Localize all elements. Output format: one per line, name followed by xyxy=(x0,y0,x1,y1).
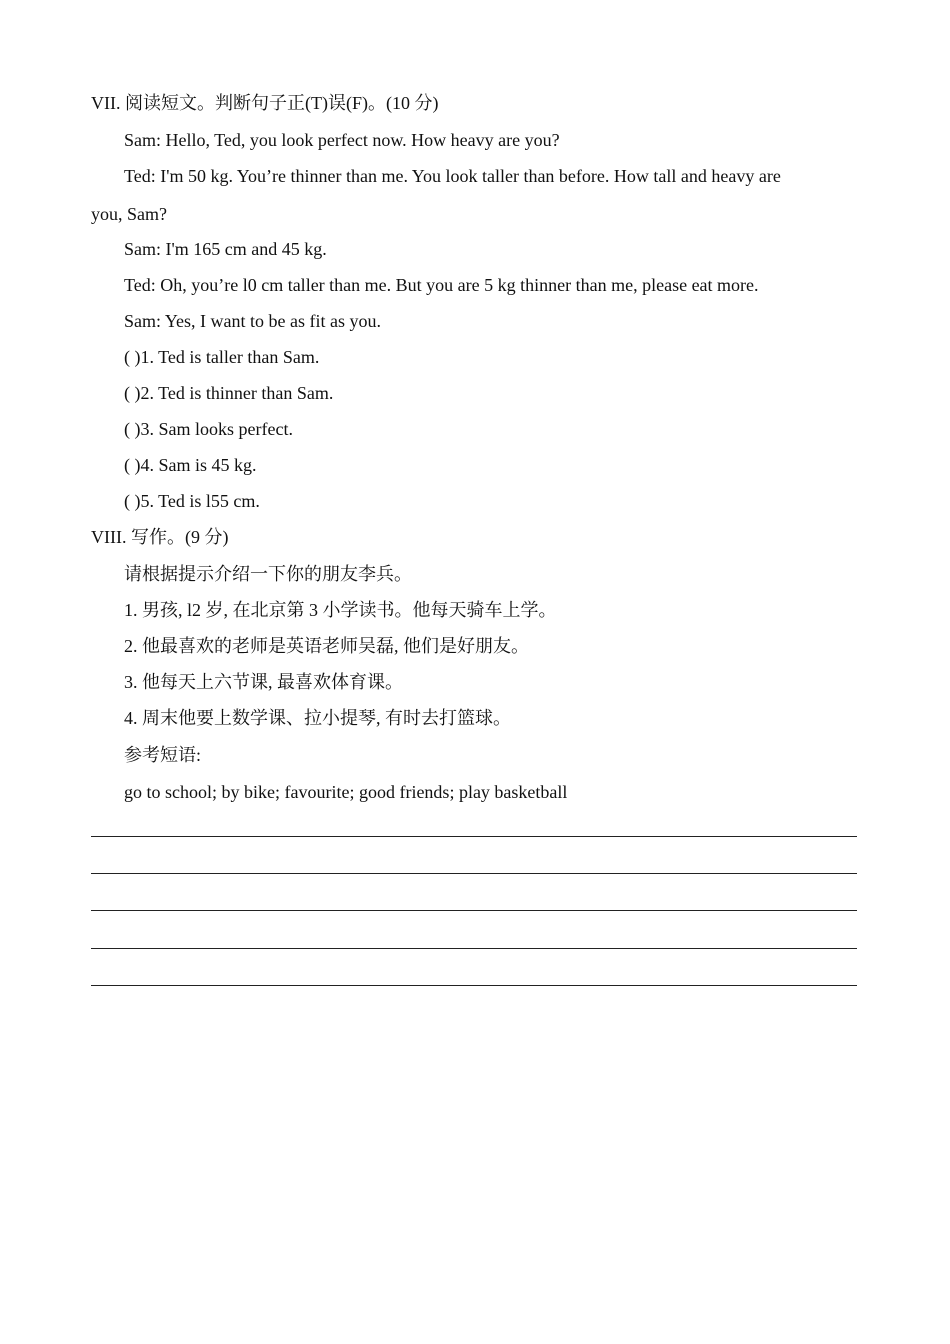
section-8-heading: VIII. 写作。(9 分) xyxy=(91,527,229,547)
answer-line-1[interactable] xyxy=(91,836,857,837)
phrases-label: 参考短语: xyxy=(124,745,202,765)
writing-point-3: 3. 他每天上六节课, 最喜欢体育课。 xyxy=(124,672,403,692)
dialogue-line-2-continued: you, Sam? xyxy=(91,204,167,224)
reference-phrases: go to school; by bike; favourite; good friends; play basketball xyxy=(124,782,568,802)
answer-line-5[interactable] xyxy=(91,985,857,986)
dialogue-line-3: Sam: I'm 165 cm and 45 kg. xyxy=(124,239,327,259)
question-5: ( )5. Ted is l55 cm. xyxy=(124,491,260,511)
question-1: ( )1. Ted is taller than Sam. xyxy=(124,347,320,367)
writing-point-1: 1. 男孩, l2 岁, 在北京第 3 小学读书。他每天骑车上学。 xyxy=(124,600,557,620)
dialogue-line-2: Ted: I'm 50 kg. You’re thinner than me. You look taller than before. How tall and heavy are xyxy=(124,166,781,186)
question-2: ( )2. Ted is thinner than Sam. xyxy=(124,383,334,403)
dialogue-line-5: Sam: Yes, I want to be as fit as you. xyxy=(124,311,381,331)
writing-point-4: 4. 周末他要上数学课、拉小提琴, 有时去打篮球。 xyxy=(124,708,511,728)
question-4: ( )4. Sam is 45 kg. xyxy=(124,455,257,475)
answer-line-3[interactable] xyxy=(91,910,857,911)
writing-point-2: 2. 他最喜欢的老师是英语老师吴磊, 他们是好朋友。 xyxy=(124,636,529,656)
dialogue-line-4: Ted: Oh, you’re l0 cm taller than me. But you are 5 kg thinner than me, please eat more. xyxy=(124,275,759,295)
answer-line-2[interactable] xyxy=(91,873,857,874)
answer-line-4[interactable] xyxy=(91,948,857,949)
dialogue-line-1: Sam: Hello, Ted, you look perfect now. How heavy are you? xyxy=(124,130,560,150)
question-3: ( )3. Sam looks perfect. xyxy=(124,419,293,439)
section-7-heading: VII. 阅读短文。判断句子正(T)误(F)。(10 分) xyxy=(91,93,439,113)
writing-prompt: 请根据提示介绍一下你的朋友李兵。 xyxy=(124,564,412,584)
